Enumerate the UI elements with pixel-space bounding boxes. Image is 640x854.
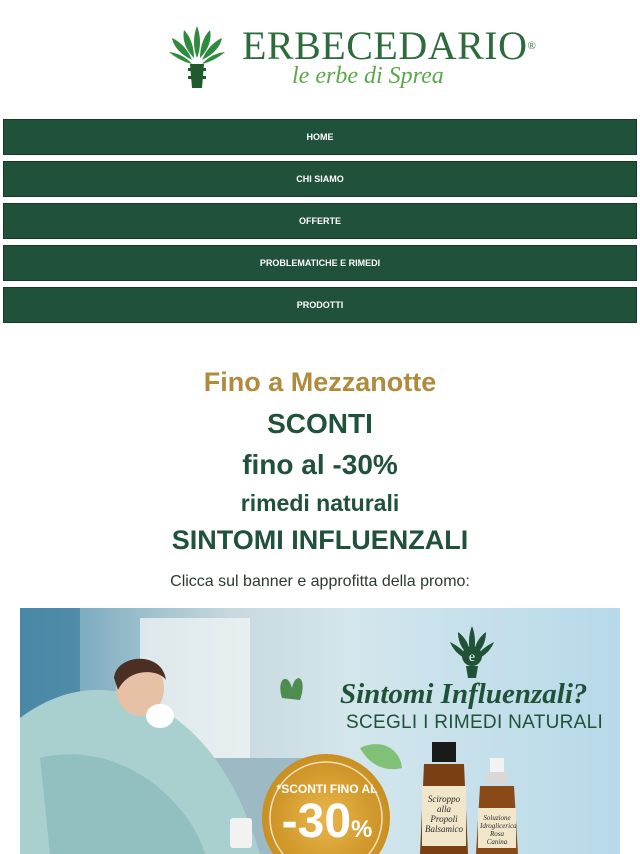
header: [0, 0, 640, 112]
brand-tagline: le erbe di Sprea: [292, 63, 444, 89]
badge-discount: [272, 794, 382, 854]
badge-discount-value: -30: [281, 795, 352, 848]
main-nav: [3, 119, 637, 329]
nav-item-offerte[interactable]: OFFERTE: [3, 203, 637, 239]
nav-item-home[interactable]: HOME: [3, 119, 637, 155]
promo-deadline: Fino a Mezzanotte: [203, 367, 437, 397]
banner-title: Sintomi Influenzali?: [340, 678, 588, 710]
brand-logo[interactable]: [166, 22, 537, 94]
svg-text:e: e: [468, 650, 476, 665]
badge-small-text: *SCONTI FINO AL: [276, 782, 378, 796]
nav-item-chi-siamo[interactable]: CHI SIAMO: [3, 161, 637, 197]
herb-bundle-icon: [166, 22, 228, 92]
promo-category: rimedi naturali: [240, 490, 400, 516]
promo-sconti: SCONTI: [267, 408, 373, 439]
promo-discount: fino al -30%: [242, 449, 398, 480]
banner-subtitle: SCEGLI I RIMEDI NATURALI: [346, 712, 604, 733]
promo-cta-text: Clicca sul banner e approfitta della promo:: [170, 573, 470, 590]
bottle-label-rosa-canina: Soluzione Idroglicerica Rosa Canina: [480, 814, 517, 846]
brand-name: ERBECEDARIO®: [242, 23, 537, 68]
nav-item-problematiche-e-rimedi[interactable]: PROBLEMATICHE E RIMEDI: [3, 245, 637, 281]
nav-item-prodotti[interactable]: PRODOTTI: [3, 287, 637, 323]
promo-headline: [0, 360, 640, 560]
promo-banner[interactable]: [20, 608, 620, 854]
badge-percent: %: [351, 816, 373, 843]
promo-topic: SINTOMI INFLUENZALI: [171, 525, 469, 555]
bottle-label-propoli: Sciroppo alla Propoli Balsamico: [425, 794, 463, 834]
